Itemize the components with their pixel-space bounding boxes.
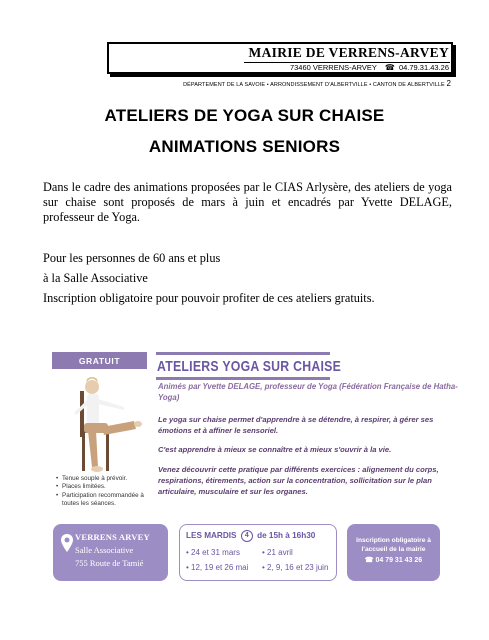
schedule-date: • 12, 19 et 26 mai (186, 563, 249, 572)
flyer-body-3: Venez découvrir cette pratique par différents exercices : alignement du corps, respirations, étirements, action sur la concentration, sollicitation sur le plan articulaire, musculaire et sur les organes. (158, 465, 439, 496)
flyer-title: ATELIERS YOGA SUR CHAISE (157, 358, 342, 375)
list-item: • Tenue souple à prévoir. (56, 475, 156, 483)
schedule-date: • 2, 9, 16 et 23 juin (262, 563, 329, 572)
location-name: VERRENS ARVEY (75, 532, 150, 542)
free-badge: GRATUIT (52, 352, 147, 370)
yoga-chair-photo (52, 369, 148, 477)
schedule-label: LES MARDIS (186, 531, 237, 541)
registration-text: Inscription obligatoire à l'accueil de la mairie (356, 537, 431, 553)
phone-icon: ☎ (384, 63, 395, 72)
flyer-title-rule-bottom (156, 377, 330, 380)
flyer-title-rule-top (156, 352, 330, 355)
location-room: Salle Associative (75, 545, 134, 555)
page-subtitle: ANIMATIONS SENIORS (148, 137, 341, 156)
letterhead-title: MAIRIE DE VERRENS-ARVEY (248, 45, 449, 60)
registration-phone: ☎ 04 79 31 43 26 (364, 557, 423, 564)
letterhead-phone: 04.79.31.43.26 (398, 63, 449, 72)
detail-registration: Inscription obligatoire pour pouvoir profiter de ces ateliers gratuits. (43, 291, 375, 305)
schedule-time: de 15h à 16h30 (257, 531, 316, 541)
letterhead-jurisdiction (183, 79, 451, 88)
flyer-notes (56, 475, 156, 508)
intro-paragraph: Dans le cadre des animations proposées par le CIAS Arlysère, des ateliers de yoga sur chaise sont proposés de mars à juin et encadrés par Yvette DELAGE, professeur de Yoga. (43, 180, 452, 224)
schedule-count: 4 (241, 530, 253, 542)
letterhead-contact (290, 63, 449, 72)
location-street: 755 Route de Tamié (75, 558, 144, 568)
detail-venue: à la Salle Associative (43, 271, 148, 285)
list-item: • Places limitées. (56, 483, 156, 491)
location-pin-icon (60, 533, 74, 553)
schedule-header (186, 530, 315, 542)
letterhead-address: 73460 VERRENS-ARVEY (289, 63, 377, 72)
letterhead-number: 2 (446, 79, 451, 88)
detail-audience: Pour les personnes de 60 ans et plus (43, 251, 221, 265)
schedule-date: • 24 et 31 mars (186, 548, 240, 557)
list-item: • Participation recommandée à toutes les séances. (56, 492, 156, 509)
flyer-animator: Animés par Yvette DELAGE, professeur de Yoga (Fédération Française de Hatha-Yoga) (158, 382, 458, 402)
page-title: ATELIERS DE YOGA SUR CHAISE (104, 106, 385, 125)
phone-icon: ☎ (364, 557, 376, 564)
flyer-body-1: Le yoga sur chaise permet d'apprendre à se détendre, à respirer, à gérer ses émotions et à affiner le sensoriel. (158, 415, 434, 435)
schedule-date: • 21 avril (262, 548, 293, 557)
flyer-body-2: C'est apprendre à mieux se connaître et à mieux s'ouvrir à la vie. (158, 445, 392, 454)
letterhead-jurisdiction-text: DÉPARTEMENT DE LA SAVOIE • ARRONDISSEMENT D'ALBERTVILLE • CANTON DE ALBERTVILLE (183, 82, 445, 88)
